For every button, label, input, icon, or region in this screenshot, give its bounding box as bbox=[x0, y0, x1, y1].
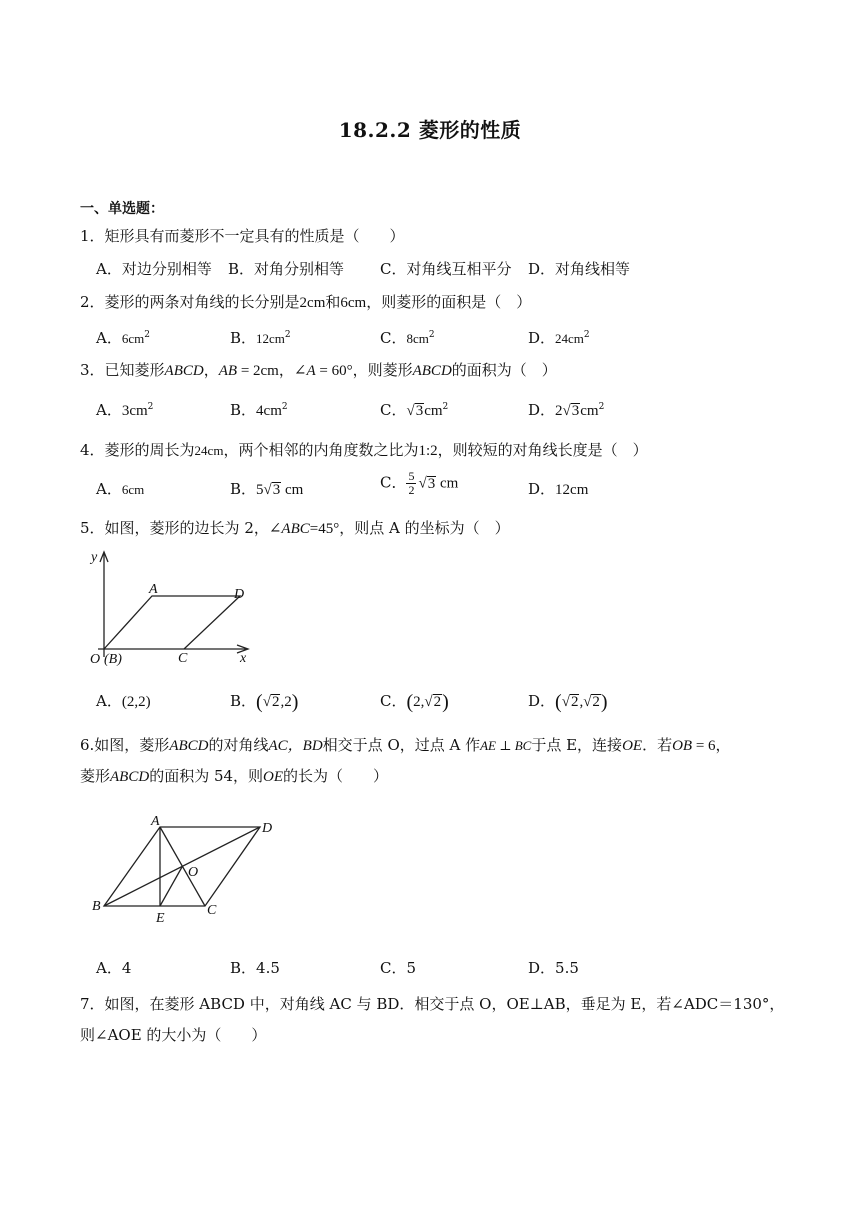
q6-oe: OE bbox=[622, 738, 643, 754]
q3-option-c-exp: 2 bbox=[442, 402, 449, 412]
question-3-stem bbox=[80, 359, 557, 380]
q2-option-a-label: A． bbox=[96, 329, 122, 347]
q5-option-c-radicand: 2 bbox=[433, 694, 442, 710]
q5-y-axis-label: y bbox=[91, 550, 98, 565]
q5-option-c-close: ) bbox=[442, 691, 449, 713]
q5-option-a-value: (2,2) bbox=[121, 694, 151, 710]
q5-point-c-label: C bbox=[178, 651, 188, 666]
q5-option-b-y: 2 bbox=[284, 694, 292, 710]
q4-option-c-numerator: 5 bbox=[408, 469, 415, 483]
q4-option-d-label: D． bbox=[528, 480, 556, 498]
q5-option-b-radicand: 2 bbox=[271, 694, 280, 710]
q6-text-1: 6.如图，菱形 bbox=[80, 736, 170, 754]
question-5-stem bbox=[80, 517, 510, 538]
q6-text-3: 相交于点 O，过点 A 作 bbox=[322, 736, 481, 754]
q3-text-1: 3．已知菱形 bbox=[80, 361, 165, 379]
q2-option-d-label: D． bbox=[528, 329, 556, 347]
q3-option-d-label: D． bbox=[528, 401, 556, 419]
q6-point-o-label: O bbox=[188, 865, 199, 880]
q5-option-d-open: ( bbox=[555, 691, 562, 713]
q3-abcd: ABCD bbox=[164, 363, 204, 379]
q6-text-4: 于点 E，连接 bbox=[531, 736, 623, 754]
q5-text-2: ，则点 A 的坐标为（ ） bbox=[339, 519, 510, 537]
q2-option-c bbox=[380, 327, 435, 348]
q5-option-b-comma: , bbox=[280, 694, 285, 710]
q4-option-b-coef: 5 bbox=[256, 482, 264, 498]
q6-point-c-label: C bbox=[207, 903, 217, 918]
q3-angle-value: = 60° bbox=[315, 363, 353, 379]
q4-text-2: ，两个相邻的内角度数之比为 bbox=[223, 441, 419, 459]
q3-option-d-exp: 2 bbox=[598, 402, 605, 412]
question-6-stem-line-2 bbox=[80, 765, 388, 786]
q1-option-a: A．对边分别相等 bbox=[96, 260, 212, 278]
q3-option-c-unit: cm bbox=[424, 403, 443, 419]
q6-option-d: D．5.5 bbox=[528, 959, 579, 977]
q2-option-c-value: 8cm bbox=[406, 331, 429, 346]
q5-angle: ∠ABC bbox=[268, 521, 310, 537]
q6-line2-text-c: 的长为（ ） bbox=[283, 767, 389, 785]
q6-perpendicular: AE ⊥ BC bbox=[480, 738, 532, 753]
q2-option-c-label: C． bbox=[380, 329, 407, 347]
q4-option-d bbox=[528, 478, 588, 499]
q6-diagonals: AC，BD bbox=[268, 738, 323, 754]
q3-option-a-label: A． bbox=[96, 401, 122, 419]
q5-option-a-label: A． bbox=[96, 692, 122, 710]
q5-option-a bbox=[96, 690, 151, 711]
q3-option-d: D．$2√3cm^2$ bbox=[528, 401, 605, 419]
q6-point-b-label: B bbox=[92, 899, 101, 914]
q3-text-2: ，则菱形 bbox=[352, 361, 413, 379]
q3-option-b-exp: 2 bbox=[281, 402, 288, 412]
q6-option-a: A．4 bbox=[96, 959, 132, 977]
q6-point-d-label: D bbox=[262, 821, 273, 836]
q5-option-c: C．(2,√2) bbox=[380, 691, 449, 713]
q2-option-a-exp: 2 bbox=[144, 330, 150, 340]
q5-figure-rhombus-axes bbox=[82, 546, 262, 670]
q6-point-a-label: A bbox=[151, 814, 160, 829]
q5-option-b: B．(√2,2) bbox=[230, 691, 299, 713]
q3-sep-2: ， bbox=[278, 361, 294, 379]
q3-option-d-radicand: 3 bbox=[571, 403, 580, 419]
q2-option-a bbox=[96, 327, 150, 348]
q4-option-a-value: 6cm bbox=[121, 482, 145, 497]
q3-option-d-coef: 2 bbox=[555, 403, 563, 419]
q4-option-b-label: B． bbox=[230, 480, 257, 498]
q3-angle-symbol: ∠ bbox=[293, 363, 307, 379]
q5-option-b-open: ( bbox=[256, 691, 263, 713]
q4-option-c-unit: cm bbox=[439, 475, 459, 492]
q4-option-c-label: C． bbox=[380, 473, 407, 492]
q6-line2-text-a: 菱形 bbox=[80, 767, 111, 785]
q6-abcd-2: ABCD bbox=[110, 769, 150, 785]
q2-option-d-value: 24cm bbox=[555, 331, 584, 346]
q3-option-c-radicand: 3 bbox=[415, 403, 424, 419]
page-title: 18.2.2 菱形的性质 bbox=[338, 118, 522, 142]
q3-option-a-exp: 2 bbox=[147, 402, 154, 412]
q5-origin-label: O bbox=[90, 652, 101, 667]
q6-text-6: ， bbox=[715, 736, 731, 754]
q1-option-b: B．对角分别相等 bbox=[228, 260, 345, 278]
q4-option-a-label: A． bbox=[96, 480, 122, 498]
section-heading: 一、单选题： bbox=[80, 201, 164, 217]
q3-ab-value: = 2cm bbox=[237, 363, 279, 379]
q3-angle-a: A bbox=[306, 363, 316, 379]
q2-option-d bbox=[528, 327, 590, 348]
q6-figure-rhombus bbox=[88, 810, 288, 930]
q2-diagonal-2: 6cm bbox=[340, 295, 367, 311]
question-1-stem: 1．矩形具有而菱形不一定具有的性质是（ ） bbox=[80, 227, 405, 245]
q5-x-axis-label: x bbox=[240, 651, 247, 666]
q5-option-c-x: 2 bbox=[413, 694, 421, 710]
q4-option-b-unit: cm bbox=[285, 482, 304, 498]
q2-option-d-exp: 2 bbox=[583, 330, 590, 340]
q2-option-a-value: 6cm bbox=[121, 331, 145, 346]
q3-ab: AB bbox=[218, 363, 238, 379]
q4-ratio: 1:2 bbox=[418, 443, 438, 459]
q2-text-b: ，则菱形的面积是（ ） bbox=[366, 293, 532, 311]
q2-text-mid: 和 bbox=[325, 293, 341, 311]
q4-option-a bbox=[96, 478, 144, 499]
q4-text-1: 4．菱形的周长为 bbox=[80, 441, 195, 459]
q6-oe-2: OE bbox=[263, 769, 284, 785]
q6-abcd: ABCD bbox=[169, 738, 209, 754]
q3-option-c-label: C． bbox=[380, 401, 407, 419]
q3-option-a bbox=[96, 399, 153, 420]
q5-option-d-radicand-y: 2 bbox=[592, 694, 600, 710]
q4-perimeter: 24cm bbox=[194, 443, 224, 458]
q5-option-b-close: ) bbox=[291, 691, 299, 713]
q2-option-b-label: B． bbox=[230, 329, 257, 347]
q5-angle-value: =45° bbox=[309, 521, 340, 537]
q3-option-d-unit: cm bbox=[580, 403, 599, 419]
q4-option-d-value: 12cm bbox=[555, 482, 589, 498]
q6-option-b: B．4.5 bbox=[230, 959, 280, 977]
q4-option-c-denominator: 2 bbox=[408, 483, 415, 498]
q2-text-a: 2．菱形的两条对角线的长分别是 bbox=[80, 293, 300, 311]
q2-option-c-exp: 2 bbox=[428, 330, 435, 340]
q5-point-a-label: A bbox=[149, 582, 158, 597]
q5-option-d-comma: , bbox=[579, 694, 584, 710]
q4-option-c-radicand: 3 bbox=[427, 475, 436, 492]
question-7-stem-line-1: 7．如图，在菱形 ABCD 中，对角线 AC 与 BD．相交于点 O，OE⊥AB，垂足为 E，若∠ADC＝130°， bbox=[80, 995, 785, 1013]
q2-option-b-exp: 2 bbox=[284, 330, 291, 340]
q2-diagonal-1: 2cm bbox=[299, 295, 326, 311]
q6-text-2: 的对角线 bbox=[208, 736, 269, 754]
q5-point-b-label: (B) bbox=[104, 652, 122, 667]
q5-point-d-label: D bbox=[234, 587, 245, 602]
q5-option-d: D．(√2,√2) bbox=[528, 691, 608, 713]
q3-option-c: C．$√3cm^2$ bbox=[380, 401, 449, 419]
q5-option-d-label: D． bbox=[528, 692, 556, 710]
q4-option-c-fraction bbox=[406, 470, 416, 497]
q3-text-3: 的面积为（ ） bbox=[451, 361, 557, 379]
q5-option-c-open: ( bbox=[406, 691, 414, 713]
q6-ob: OB bbox=[672, 738, 693, 754]
q3-option-b bbox=[230, 399, 288, 420]
q5-option-c-comma: , bbox=[420, 694, 425, 710]
q6-ob-value: = 6 bbox=[692, 738, 716, 754]
q3-sep-1: ， bbox=[203, 361, 219, 379]
q3-option-a-value: 3cm bbox=[121, 403, 148, 419]
q1-option-c: C．对角线互相平分 bbox=[380, 260, 512, 278]
q5-option-b-label: B． bbox=[230, 692, 257, 710]
q4-text-3: ，则较短的对角线长度是（ ） bbox=[437, 441, 648, 459]
q6-point-e-label: E bbox=[156, 911, 165, 926]
q3-option-b-label: B． bbox=[230, 401, 257, 419]
q5-option-d-close: ) bbox=[600, 691, 608, 713]
q3-option-b-value: 4cm bbox=[256, 403, 282, 419]
q5-text-1: 5．如图，菱形的边长为 2， bbox=[80, 519, 269, 537]
q1-option-d: D．对角线相等 bbox=[528, 260, 631, 278]
q6-option-c: C．5 bbox=[380, 959, 417, 977]
q5-option-d-radicand-x: 2 bbox=[570, 694, 579, 710]
q4-option-b-radicand: 3 bbox=[272, 482, 281, 498]
q6-line2-text-b: 的面积为 54，则 bbox=[149, 767, 264, 785]
question-2-stem bbox=[80, 291, 531, 312]
q3-abcd-2: ABCD bbox=[412, 363, 452, 379]
q6-text-5: ．若 bbox=[642, 736, 673, 754]
q5-option-c-label: C． bbox=[380, 692, 407, 710]
question-6-stem-line-1 bbox=[80, 734, 731, 755]
q4-option-b: B．5√3 cm bbox=[230, 480, 304, 498]
q2-option-b bbox=[230, 327, 291, 348]
question-4-stem bbox=[80, 439, 648, 460]
question-7-stem-line-2: 则∠AOE 的大小为（ ） bbox=[80, 1026, 267, 1044]
q2-option-b-value: 12cm bbox=[256, 331, 285, 346]
q4-option-c: C． $\frac{5}{2}$ √3 cm bbox=[380, 469, 459, 498]
